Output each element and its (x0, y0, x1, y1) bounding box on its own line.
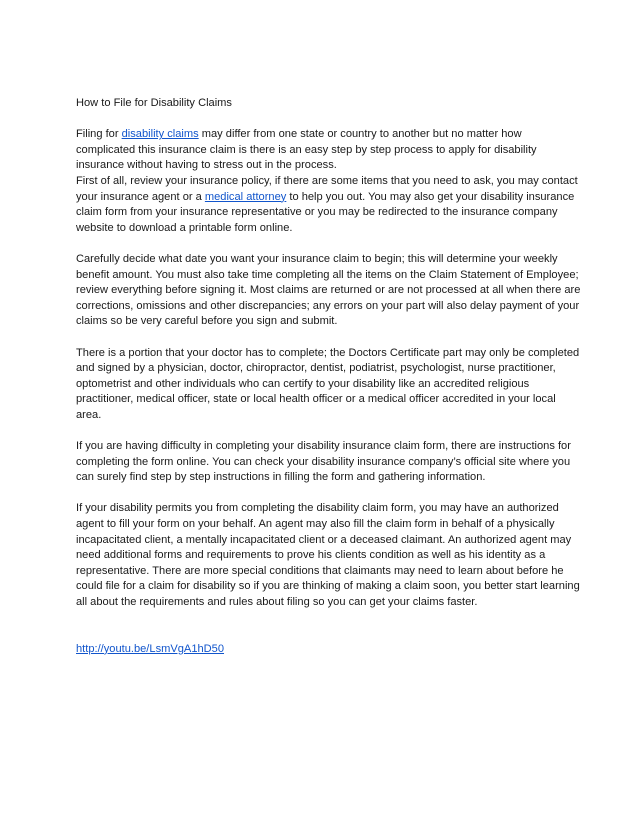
paragraph-authorized-agent: If your disability permits you from completing the disability claim form, you may have an authorized agent to fill your form on your behalf. An agent may also fill the claim form in behalf of a physically incapacitated client, a mentally incapacitated client or a deceased claimant. An authorized agent may need additional forms and requirements to prove his clients condition as well as his identity as a representative. There are more special conditions that claimants may need to learn about before he could file for a claim for disability so if you are thinking of making a claim soon, you better start learning all about the requirements and rules about filing so you can get your claims faster. (76, 502, 580, 608)
paragraph-review-text-end: to help you out. You may also get your disability insurance claim form from your insurance representative or you may be redirected to the insurance company website to download a printable form online. (76, 190, 575, 234)
paragraph-review-text-start: First of all, review your insurance policy, if there are some items that you need to ask, you may contact your insurance agent or a (76, 174, 578, 203)
paragraph-review-policy (76, 174, 582, 236)
youtube-video-link[interactable]: http://youtu.be/LsmVgA1hD50 (76, 642, 225, 655)
paragraph-claim-date: Carefully decide what date you want your insurance claim to begin; this will determine your weekly benefit amount. You must also take time completing all the items on the Claim Statement of Employee; review everything before signing it. Most claims are returned or are not processed at all when there are corrections, omissions and other discrepancies; any errors on your part will also delay payment of your claims so be very careful before you sign and submit. (76, 252, 581, 328)
disability-claims-link[interactable]: disability claims (121, 128, 199, 141)
video-link-line (76, 642, 582, 658)
paragraph-intro-text-start: Filing for (76, 128, 122, 141)
medical-attorney-link[interactable]: medical attorney (204, 190, 287, 203)
document-title: How to File for Disability Claims (76, 97, 232, 109)
paragraph-doctor-certificate: There is a portion that your doctor has to complete; the Doctors Certificate part may only be completed and signed by a physician, doctor, chiropractor, dentist, podiatrist, psychologist, nurse practitioner, optometrist and other individuals who can certify to your disability like an accredited religious practitioner, medical officer, state or local health officer or a medical officer accredited in your local area. (76, 346, 580, 421)
paragraph-intro-text-end: may differ from one state or country to another but no matter how complicated this insurance claim is there is an easy step by step process to apply for disability insurance without having to stress out in the process. (76, 128, 537, 172)
paragraph-intro (76, 127, 582, 174)
paragraph-difficulty: If you are having difficulty in completing your disability insurance claim form, there are instructions for completing the form online. You can check your disability insurance company’s official site where you can surely find step by step instructions in filling the form and gathering information. (76, 440, 571, 484)
